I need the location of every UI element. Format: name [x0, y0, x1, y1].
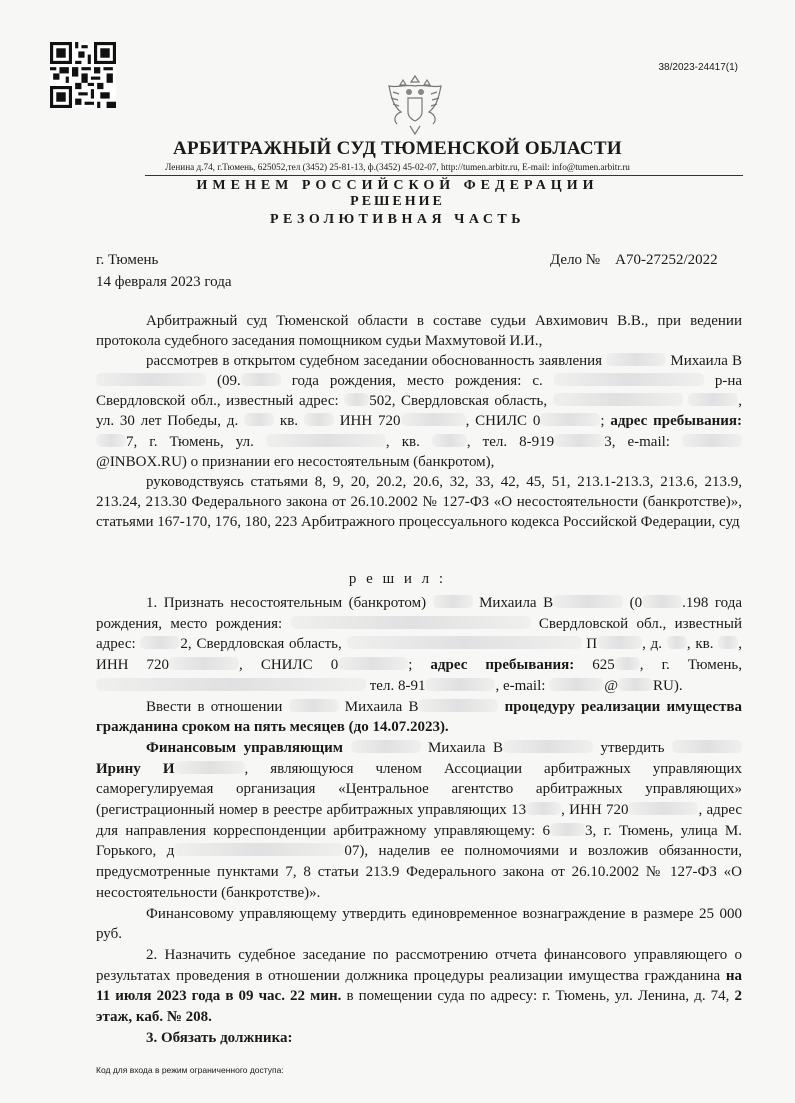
redaction: [241, 373, 281, 386]
redaction: [554, 373, 704, 386]
document-number: 38/2023-24417(1): [658, 62, 738, 73]
paragraph: 3. Обязать должника:: [146, 1029, 293, 1046]
operative-part: [96, 593, 742, 1048]
case-number-line: [550, 250, 718, 270]
redaction: [304, 413, 334, 426]
redaction: [615, 657, 640, 670]
redaction: [344, 393, 369, 406]
redaction: [618, 678, 653, 691]
case-label: Дело №: [550, 252, 601, 268]
redaction: [540, 413, 600, 426]
redaction: [347, 636, 582, 649]
redaction: [266, 434, 386, 447]
redaction: [553, 393, 683, 406]
coat-of-arms-icon: [381, 70, 449, 140]
redaction: [175, 761, 245, 774]
court-address: Ленина д.74, г.Тюмень, 625052,тел (3452) 25-81-13, ф.(3452) 45-02-07, http://tumen.arbitr.ru, E-mail: info@tumen.arbitr.ru: [165, 162, 630, 172]
paragraph: Ввести в отношении Михаила В процедуру реализации имущества гражданина сроком на пять месяцев (до 14.07.2023).: [96, 698, 742, 736]
redaction: [672, 740, 742, 753]
redaction: [338, 657, 408, 670]
redaction: [526, 802, 561, 815]
court-name: АРБИТРАЖНЫЙ СУД ТЮМЕНСКОЙ ОБЛАСТИ: [173, 138, 622, 159]
redaction: [433, 595, 473, 608]
footer-note: Код для входа в режим ограниченного доступа:: [96, 1065, 284, 1075]
city: г. Тюмень: [96, 252, 159, 268]
redaction: [688, 393, 738, 406]
redaction: [549, 678, 604, 691]
redaction: [642, 595, 682, 608]
redaction: [432, 434, 467, 447]
redaction: [174, 843, 344, 856]
paragraph: рассмотрев в открытом судебном заседании обоснованность заявления Михаила В (09. года рождения, место рождения: с. р-на Свердловской обл., известный адрес: 502, Свердловская область, , ул. 30 лет Победы, д. кв. ИНН 720 , СНИЛС 0 ; адрес пребывания: 7, г. Тюмень, ул. , кв. , тел. 8-919 3, e-mail: @INBOX.RU) о признании его несостоятельным (банкротом),: [96, 353, 743, 470]
redaction: [554, 434, 604, 447]
paragraph: Финансовым управляющим Михаила В утвердить Ирину И , являющуюся членом Ассоциации арбитражных управляющих саморегулируемая организация «Центральное агентство арбитражных управляющих» (регистрационный номер в реестре арбитражных управляющих 13 , ИНН 720 , адрес для направления корреспонденции арбитражному управляющему: 6 3, г. Тюмень, улица М. Горького, д 07), наделив ее полномочиями и возложив обязанности, предусмотренные пунктами 7, 8 статьи 213.9 Федерального закона от 26.10.2002 № 127-ФЗ «О несостоятельности (банкротстве)».: [96, 739, 743, 901]
decision-date: 14 февраля 2023 года: [96, 274, 232, 290]
paragraph: 1. Признать несостоятельным (банкротом) Михаила В (0 .198 года рождения, место рождения: Свердловской обл., известный адрес: 2, Свердловская область, П , д. , кв. , ИНН 720 , СНИЛС 0 ; адрес пребывания: 625 , г. Тюмень, тел. 8-91 , e-mail: @ RU).: [96, 595, 743, 694]
redaction: [289, 699, 339, 712]
qr-code-icon: [50, 42, 116, 108]
redaction: [597, 636, 642, 649]
header-divider: [145, 175, 743, 176]
redaction: [682, 434, 742, 447]
redaction: [351, 740, 421, 753]
paragraph: 2. Назначить судебное заседание по рассмотрению отчета финансового управляющего о результатах проведения в отношении должника процедуры реализации имущества гражданина на 11 июля 2023 года в 09 час. 22 мин. в помещении суда по адресу: г. Тюмень, ул. Ленина, д. 74, 2 этаж, каб. № 208.: [96, 946, 742, 1026]
redaction: [291, 616, 531, 629]
redaction: [718, 636, 738, 649]
redaction: [553, 595, 623, 608]
redaction: [169, 657, 239, 670]
redaction: [418, 699, 498, 712]
redaction: [96, 373, 206, 386]
paragraph: Финансовому управляющему утвердить единовременное вознаграждение в размере 25 000 руб.: [96, 905, 742, 943]
redaction: [96, 434, 126, 447]
redaction: [401, 413, 466, 426]
redaction: [140, 636, 180, 649]
redaction: [667, 636, 687, 649]
heading-operative-part: РЕЗОЛЮТИВНАЯ ЧАСТЬ: [269, 212, 526, 227]
redaction: [550, 823, 585, 836]
heading-federation: ИМЕНЕМ РОССИЙСКОЙ ФЕДЕРАЦИИ: [196, 178, 599, 193]
decided-label: р е ш и л :: [348, 571, 447, 587]
redaction: [628, 802, 698, 815]
heading-decision: РЕШЕНИЕ: [350, 194, 445, 209]
redaction: [96, 678, 366, 691]
paragraph: руководствуясь статьями 8, 9, 20, 20.2, 20.6, 32, 33, 42, 45, 51, 213.1-213.3, 213.6, 213.9, 213.24, 213.30 Федерального закона от 26.10.2002 № 127-ФЗ «О несостоятельности (банкротстве)», статьями 167-170, 176, 180, 223 Арбитражного процессуального кодекса Российской Федерации, суд: [96, 473, 742, 530]
redaction: [503, 740, 593, 753]
preamble: [96, 311, 742, 532]
redaction: [425, 678, 495, 691]
case-number: А70-27252/2022: [615, 252, 718, 268]
redaction: [244, 413, 274, 426]
redaction: [606, 353, 666, 366]
paragraph: Арбитражный суд Тюменской области в составе судьи Авхимович В.В., при ведении протокола судебного заседания помощником судьи Махмутовой И.И.,: [96, 313, 742, 350]
